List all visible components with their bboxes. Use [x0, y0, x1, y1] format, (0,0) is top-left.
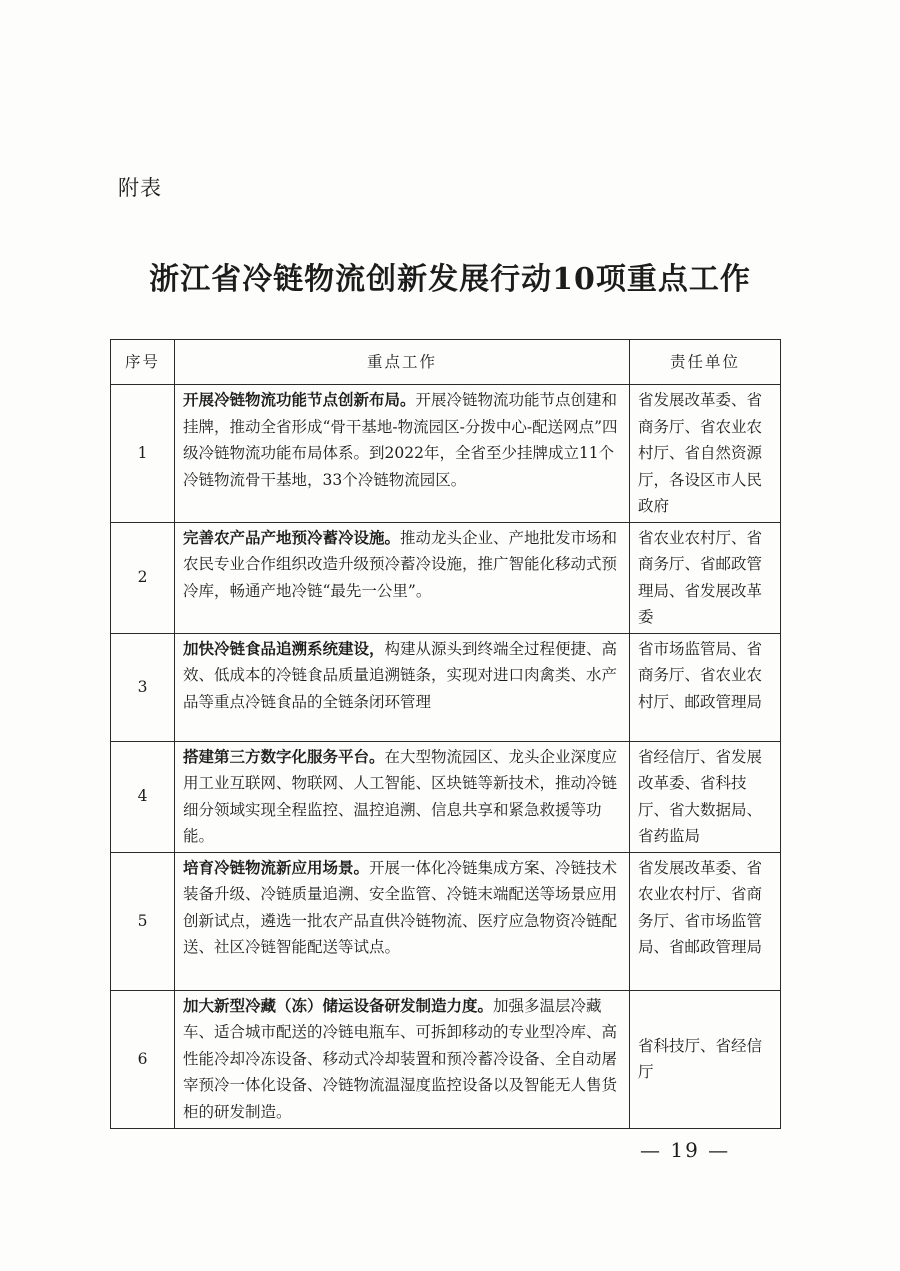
page-number: — 19 —: [640, 1138, 731, 1162]
attachment-label: 附表: [118, 176, 162, 200]
row-work-heading: 加大新型冷藏（冻）储运设备研发制造力度。: [183, 995, 494, 1015]
table-row: [111, 633, 781, 741]
row-seq: 3: [111, 633, 175, 741]
row-unit: 省发展改革委、省农业农村厅、省商务厅、省市场监管局、省邮政管理局: [630, 852, 781, 990]
row-work-body: 在大型物流园区、龙头企业深度应用工业互联网、物联网、人工智能、区块链等新技术，推动冷链细分领域实现全程监控、温控追溯、信息共享和紧急救援等功能。: [183, 747, 618, 845]
row-work: [175, 741, 630, 852]
key-work-table: [110, 339, 781, 1129]
row-unit: 省经信厅、省发展改革委、省科技厅、省大数据局、省药监局: [630, 741, 781, 852]
row-seq: 6: [111, 990, 175, 1128]
row-work-body: 开展一体化冷链集成方案、冷链技术装备升级、冷链质量追溯、安全监管、冷链末端配送等场景应用创新试点，遴选一批农产品直供冷链物流、医疗应急物资冷链配送、社区冷链智能配送等试点。: [183, 858, 618, 956]
document-title: 浙江省冷链物流创新发展行动10项重点工作: [149, 262, 751, 297]
row-unit: 省科技厅、省经信厅: [630, 990, 781, 1128]
row-work: [175, 633, 630, 741]
row-seq: 4: [111, 741, 175, 852]
row-work-heading: 培育冷链物流新应用场景。: [183, 857, 370, 877]
row-work-body: 开展冷链物流功能节点创建和挂牌，推动全省形成“骨干基地-物流园区-分拨中心-配送网点”四级冷链物流功能布局体系。到2022年，全省至少挂牌成立11个冷链物流骨干基地，33个冷链物流园区。: [183, 391, 618, 489]
row-work: [175, 990, 630, 1128]
row-seq: 5: [111, 852, 175, 990]
table-row: [111, 852, 781, 990]
row-work-body: 加强多温层冷藏车、适合城市配送的冷链电瓶车、可拆卸移动的专业型冷库、高性能冷却冷冻设备、移动式冷却装置和预冷蓄冷设备、全自动屠宰预冷一体化设备、冷链物流温湿度监控设备以及智能无人售货柜的研发制造。: [183, 996, 618, 1121]
row-work-heading: 开展冷链物流功能节点创新布局。: [183, 390, 416, 409]
header-work: 重点工作: [175, 340, 630, 385]
row-work: [175, 852, 630, 990]
row-unit: 省市场监管局、省商务厅、省农业农村厅、邮政管理局: [630, 633, 781, 741]
row-unit: 省农业农村厅、省商务厅、省邮政管理局、省发展改革委: [630, 522, 781, 633]
row-work: [175, 385, 630, 523]
table-row: [111, 522, 781, 633]
header-unit: 责任单位: [630, 340, 781, 385]
table-row: [111, 741, 781, 852]
row-work: [175, 522, 630, 633]
row-unit: 省发展改革委、省商务厅、省农业农村厅、省自然资源厅，各设区市人民政府: [630, 385, 781, 523]
table-row: [111, 990, 781, 1128]
row-seq: 1: [111, 385, 175, 523]
row-work-body: 推动龙头企业、产地批发市场和农民专业合作组织改造升级预冷蓄冷设施，推广智能化移动式预冷库，畅通产地冷链“最先一公里”。: [183, 528, 618, 600]
row-work-heading: 完善农产品产地预冷蓄冷设施。: [183, 527, 401, 547]
row-work-heading: 加快冷链食品追溯系统建设，: [183, 638, 385, 658]
row-work-heading: 搭建第三方数字化服务平台。: [183, 746, 385, 766]
table-row: [111, 385, 781, 523]
row-seq: 2: [111, 522, 175, 633]
header-seq: 序号: [111, 340, 175, 385]
table-header-row: [111, 340, 781, 385]
row-work-body: 构建从源头到终端全过程便捷、高效、低成本的冷链食品质量追溯链条，实现对进口肉禽类、水产品等重点冷链食品的全链条闭环管理: [183, 639, 618, 711]
